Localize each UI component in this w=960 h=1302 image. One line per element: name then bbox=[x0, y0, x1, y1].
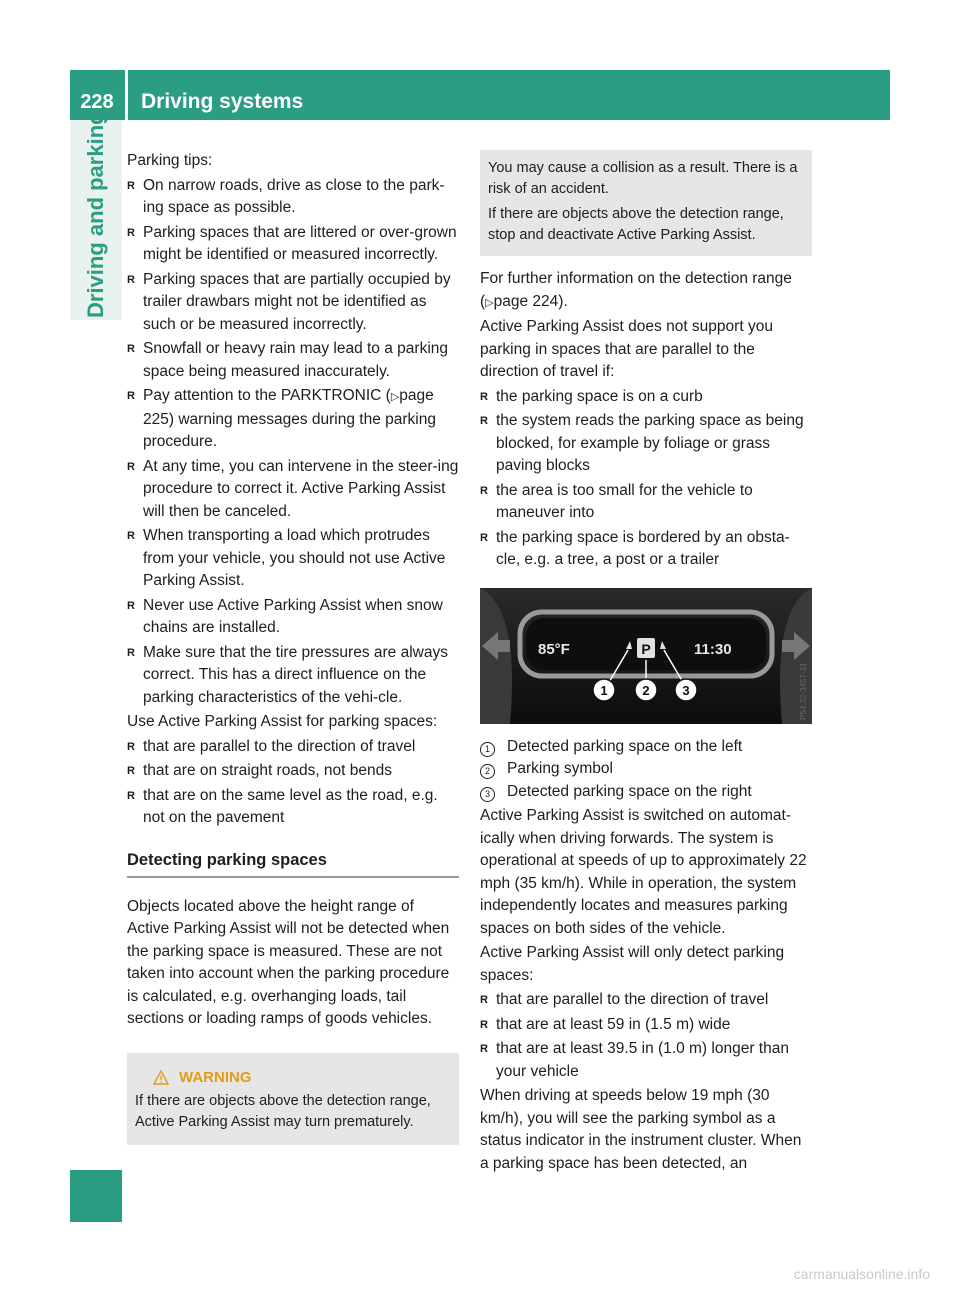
list-item-text: warning messages during the parking procedure. bbox=[143, 410, 436, 450]
figure-legend bbox=[480, 736, 812, 804]
conditions-list bbox=[480, 386, 812, 572]
callout-3: 3 bbox=[682, 682, 690, 698]
detect-list bbox=[480, 989, 812, 1083]
parking-tips-list bbox=[127, 175, 459, 710]
warning-text: If there are objects above the detection range, Active Parking Assist may turn prematurely. bbox=[135, 1092, 431, 1130]
page-number: 228 bbox=[80, 91, 114, 113]
side-marker bbox=[70, 1170, 122, 1222]
range-paragraph bbox=[480, 268, 812, 314]
range-text: For further information on the detection range ( bbox=[480, 270, 792, 310]
list-item-text: Parking spaces that are partially occupied by trailer drawbars might not be identified as such or be measured incorrectly. bbox=[143, 270, 451, 333]
list-item: R On narrow roads, drive as close to the park-ing space as possible. bbox=[127, 176, 445, 216]
list-item: R that are on straight roads, not bends bbox=[127, 762, 393, 779]
list-item-text: Never use Active Parking Assist when snow chains are installed. bbox=[143, 596, 443, 636]
list-item: R the system reads the parking space as being blocked, for example by foliage or grass paving blocks bbox=[480, 412, 804, 474]
parking-tips-label: Parking tips: bbox=[127, 152, 213, 169]
list-item-text: that are parallel to the direction of travel bbox=[496, 991, 769, 1008]
detect-intro: Active Parking Assist will only detect parking spaces: bbox=[480, 944, 785, 984]
list-item-text: On narrow roads, drive as close to the park-ing space as possible. bbox=[143, 176, 445, 216]
speed-paragraph: When driving at speeds below 19 mph (30 km/h), you will see the parking symbol as a status indicator in the instrument cluster. When a parking space has been detected, an bbox=[480, 1087, 802, 1172]
section-heading: Detecting parking spaces bbox=[127, 848, 459, 878]
list-item: R At any time, you can intervene in the steer-ing procedure to correct it. Active Parking Assist will then be canceled. bbox=[127, 457, 459, 520]
list-item-text: Parking spaces that are littered or over-grown might be identified or measured incorrectly. bbox=[143, 223, 457, 263]
callout-number: 3 bbox=[480, 787, 495, 802]
list-item-text: the parking space is on a curb bbox=[496, 387, 703, 405]
temperature-readout: 85°F bbox=[538, 640, 570, 658]
legend-row bbox=[480, 758, 812, 781]
page-ref-arrow-icon: ▷ bbox=[485, 296, 494, 309]
list-item: R that are parallel to the direction of travel bbox=[480, 991, 769, 1008]
callout-2: 2 bbox=[642, 682, 650, 698]
use-list bbox=[127, 736, 459, 830]
list-item-text: that are at least 59 in (1.5 m) wide bbox=[496, 1015, 731, 1033]
list-item: R the area is too small for the vehicle to maneuver into bbox=[480, 481, 753, 521]
warning-title bbox=[135, 1067, 451, 1088]
left-column bbox=[127, 150, 459, 1145]
list-item-text: the system reads the parking space as being blocked, for example by foliage or grass paving blocks bbox=[496, 412, 804, 474]
section-title: Driving systems bbox=[141, 90, 304, 113]
list-item-text: When transporting a load which protrudes from your vehicle, you should not use Active Parking Assist. bbox=[143, 527, 446, 589]
no-support-paragraph: Active Parking Assist does not support you parking in spaces that are parallel to the direction of travel if: bbox=[480, 318, 773, 380]
list-item: R that are at least 39.5 in (1.0 m) longer than your vehicle bbox=[480, 1040, 789, 1080]
warning-text: You may cause a collision as a result. There is a risk of an accident. bbox=[488, 160, 798, 197]
list-item-text: the area is too small for the vehicle to maneuver into bbox=[496, 481, 753, 521]
page-reference-link[interactable]: page 224 bbox=[493, 292, 559, 310]
time-readout: 11:30 bbox=[694, 640, 732, 658]
legend-text: Detected parking space on the left bbox=[507, 737, 743, 755]
body-paragraph: Objects located above the height range of Active Parking Assist will not be detected when the parking space is measured. These are not taken into account when the parking procedure is calculated, e.g. overhanging loads, tail sections or loading ramps of goods vehicles. bbox=[127, 897, 450, 1027]
callout-1: 1 bbox=[600, 682, 608, 698]
warning-triangle-icon bbox=[153, 1070, 169, 1085]
list-item: R Parking spaces that are partially occupied by trailer drawbars might not be identified as such or be measured incorrectly. bbox=[127, 270, 451, 333]
legend-text: Parking symbol bbox=[507, 760, 613, 777]
image-code: P54.32-3457-31 bbox=[799, 662, 808, 720]
list-item: R Never use Active Parking Assist when snow chains are installed. bbox=[127, 596, 443, 636]
range-text-end: ). bbox=[558, 292, 568, 310]
list-item: R that are at least 59 in (1.5 m) wide bbox=[480, 1015, 731, 1033]
list-item-text: that are parallel to the direction of travel bbox=[143, 737, 416, 755]
warning-continued-box bbox=[480, 150, 812, 256]
list-item-text: Snowfall or heavy rain may lead to a parking space being measured inaccurately. bbox=[143, 340, 448, 380]
list-item-text: Pay attention to the PARKTRONIC bbox=[143, 387, 382, 404]
list-item-text: Make sure that the tire pressures are always correct. This has a direct influence on the parking characteristics of the vehi-cle. bbox=[143, 643, 448, 706]
auto-on-paragraph: Active Parking Assist is switched on automat-ically when driving forwards. The system is operational at speeds of up to approximately 22 mph (35 km/h). While in operation, the system independently locates and measures parking spaces on both sides of the vehicle. bbox=[480, 807, 807, 937]
use-intro: Use Active Parking Assist for parking spaces: bbox=[127, 713, 438, 730]
warning-label: WARNING bbox=[179, 1068, 252, 1086]
list-item-text: the parking space is bordered by an obsta-cle, e.g. a tree, a post or a trailer bbox=[496, 528, 790, 568]
list-item-text: At any time, you can intervene in the steer-ing procedure to correct it. Active Parking Assist will then be canceled. bbox=[143, 457, 459, 520]
page-ref-arrow-icon: ▷ bbox=[390, 391, 400, 403]
list-item: R Pay attention to the PARKTRONIC (▷page 225) warning messages during the parking procedure. bbox=[127, 387, 436, 450]
page-reference-link[interactable]: page 225 bbox=[143, 387, 434, 428]
watermark: carmanualsonline.info bbox=[793, 1266, 930, 1282]
legend-row bbox=[480, 736, 812, 759]
list-item-text: that are at least 39.5 in (1.0 m) longer than your vehicle bbox=[496, 1040, 789, 1080]
list-item: R the parking space is bordered by an obsta-cle, e.g. a tree, a post or a trailer bbox=[480, 528, 790, 568]
side-chapter-label: Driving and parking bbox=[83, 111, 108, 318]
legend-row bbox=[480, 781, 812, 804]
legend-text: Detected parking space on the right bbox=[507, 782, 752, 800]
parking-symbol: P bbox=[641, 640, 651, 657]
list-item: R Snowfall or heavy rain may lead to a parking space being measured inaccurately. bbox=[127, 340, 448, 380]
warning-box bbox=[127, 1053, 459, 1145]
callout-number: 1 bbox=[480, 742, 495, 757]
list-item: R Make sure that the tire pressures are always correct. This has a direct influence on the parking characteristics of the vehi-cle. bbox=[127, 643, 448, 706]
header-divider bbox=[125, 70, 128, 120]
list-item: R that are parallel to the direction of travel bbox=[127, 737, 416, 755]
instrument-cluster-image bbox=[480, 588, 812, 724]
list-item: R Parking spaces that are littered or over-grown might be identified or measured incorrectly. bbox=[127, 223, 457, 263]
list-item: R the parking space is on a curb bbox=[480, 387, 703, 405]
instrument-cluster-figure bbox=[480, 588, 812, 724]
list-item-text: that are on the same level as the road, e.g. not on the pavement bbox=[143, 786, 438, 826]
list-item: R When transporting a load which protrudes from your vehicle, you should not use Active Parking Assist. bbox=[127, 527, 446, 589]
list-item-text: that are on straight roads, not bends bbox=[143, 762, 393, 779]
warning-text: If there are objects above the detection range, stop and deactivate Active Parking Assist. bbox=[488, 206, 784, 243]
list-item: R that are on the same level as the road, e.g. not on the pavement bbox=[127, 786, 438, 826]
right-column bbox=[480, 150, 812, 1177]
callout-number: 2 bbox=[480, 764, 495, 779]
